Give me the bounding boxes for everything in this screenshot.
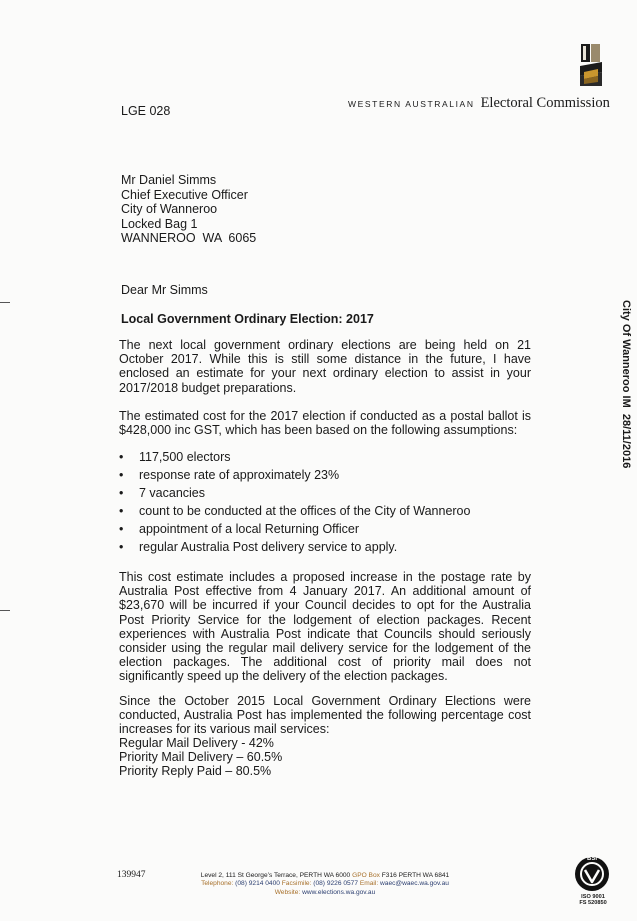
list-item: • regular Australia Post delivery service to apply. (119, 540, 470, 558)
telephone-label: Telephone: (201, 880, 234, 888)
commission-logo-icon (578, 42, 604, 88)
facsimile-label: Facsimile: (281, 880, 312, 888)
footer-contact (170, 872, 480, 897)
cert-mark: BSI (586, 856, 598, 862)
facsimile-value: (08) 9226 0577 (313, 880, 359, 888)
list-item: • count to be conducted at the offices of the City of Wanneroo (119, 504, 470, 522)
address-line: Locked Bag 1 (121, 216, 198, 231)
footer-address-line (170, 872, 480, 880)
salutation: Dear Mr Simms (121, 283, 208, 297)
cost-increase-list (119, 736, 282, 779)
document-number: 139947 (117, 870, 146, 880)
list-item: Priority Mail Delivery – 60.5% (119, 750, 283, 765)
organisation-name (348, 94, 610, 112)
paragraph-percentage-increases: Since the October 2015 Local Government Ordinary Elections were conducted, Australia Post has implemented the following percentage cost increases for its various mail services: (119, 694, 531, 737)
email-link[interactable]: waec@waec.wa.gov.au (380, 880, 449, 888)
website-label: Website: (274, 888, 301, 896)
bsi-certification-icon (573, 852, 611, 894)
address-line: WANNEROO WA 6065 (121, 231, 257, 246)
list-item: • appointment of a local Returning Officer (119, 522, 470, 540)
paragraph-election-date: The next local government ordinary elections are being held on 21 October 2017. While this is still some distance in the future, I have enclosed an estimate for your next ordinary election to assist in your 2017/2018 budget preparations. (119, 338, 531, 395)
footer-gpo-rest: F316 PERTH WA 6841 (381, 872, 450, 879)
organisation-prefix: WESTERN AUSTRALIAN (348, 99, 475, 109)
footer-phone-line (170, 880, 480, 888)
email-label: Email: (359, 880, 379, 888)
address-line: Mr Daniel Simms (121, 173, 217, 187)
assumptions-list (119, 450, 470, 558)
letter-reference: LGE 028 (121, 104, 171, 118)
telephone-value: (08) 9214 0400 (235, 880, 280, 888)
paragraph-estimated-cost: The estimated cost for the 2017 election if conducted as a postal ballot is $428,000 inc GST, which has been based on the following assumptions: (119, 409, 531, 438)
address-line: City of Wanneroo (121, 202, 218, 217)
footer-street: Level 2, 111 St George’s Terrace, PERTH WA 6000 (200, 872, 351, 879)
paragraph-postage-increase: This cost estimate includes a proposed increase in the postage rate by Australia Post effective from 4 January 2017. An additional amount of $23,670 will be incurred if your Council decides to opt for the Australia Post Priority Service for the lodgement of election packages. Recent experiences with Australia Post indicate that Councils should seriously consider using the regular mail delivery service for the lodgement of the election packages. The additional cost of priority mail does not significantly speed up the delivery of the election packages. (119, 570, 531, 684)
footer-gpo: GPO Box (352, 872, 380, 879)
iso-line: FS 520850 (579, 900, 607, 907)
iso-line: ISO 9001 (581, 894, 605, 900)
list-item: Regular Mail Delivery - 42% (119, 736, 274, 750)
iso-certification (578, 894, 608, 907)
list-item: • 117,500 electors (119, 450, 470, 468)
organisation-title: Electoral Commission (480, 95, 610, 111)
website-link[interactable]: www.elections.wa.gov.au (302, 888, 376, 896)
received-stamp: City Of Wanneroo IM 28/11/2016 (620, 300, 632, 469)
scan-edge-mark (0, 610, 10, 611)
list-item: Priority Reply Paid – 80.5% (119, 764, 272, 779)
recipient-address (121, 173, 256, 246)
footer-website-line (170, 889, 480, 897)
list-item: • 7 vacancies (119, 486, 470, 504)
list-item: • response rate of approximately 23% (119, 468, 470, 486)
scan-edge-mark (0, 302, 10, 303)
address-line: Chief Executive Officer (121, 187, 248, 202)
subject-heading: Local Government Ordinary Election: 2017 (121, 312, 374, 326)
